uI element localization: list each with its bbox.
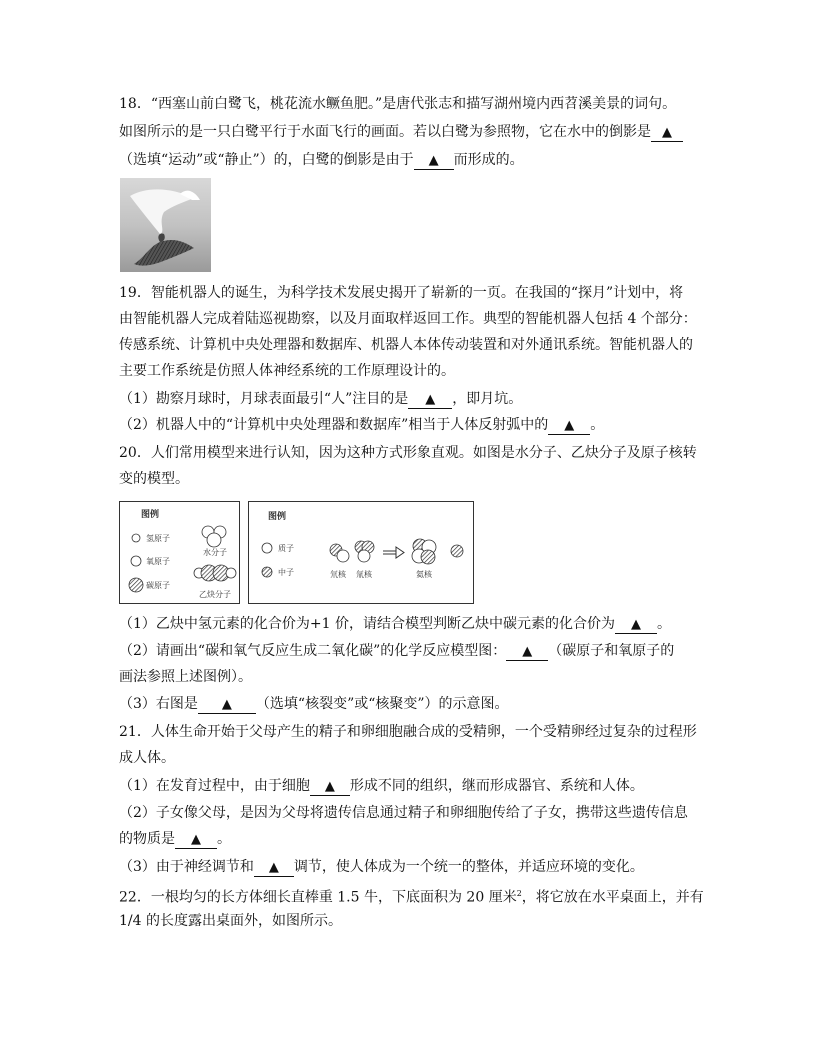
helium-label: 氦核 bbox=[416, 570, 432, 579]
q21-sub3-tail: 调节，使人体成为一个统一的整体，并适应环境的变化。 bbox=[293, 859, 644, 875]
q21-sub2-tail: 。 bbox=[217, 831, 231, 847]
legend-title-right: 图例 bbox=[268, 512, 287, 522]
q19-sub2-text: （2）机器人中的“计算机中央处理器和数据库”相当于人体反射弧中的 bbox=[119, 417, 549, 433]
legend-hydrogen: 氢原子 bbox=[146, 534, 170, 543]
free-neutron-icon bbox=[451, 545, 463, 557]
q20-sub2-tail: （碳原子和氧原子的 bbox=[548, 643, 675, 659]
legend-oxygen: 氧原子 bbox=[146, 557, 170, 566]
q18-line3 bbox=[119, 150, 524, 170]
q22-line2: 1/4 的长度露出桌面外，如图所示。 bbox=[119, 913, 342, 929]
q21-sub3 bbox=[119, 857, 644, 877]
blank-triangle: ▲ bbox=[662, 125, 672, 140]
q19-sub1-tail: ，即月坑。 bbox=[452, 391, 523, 407]
water-molecule-label: 水分子 bbox=[203, 548, 227, 557]
nuclear-reaction-figure bbox=[248, 501, 474, 604]
legend-carbon: 碳原子 bbox=[146, 581, 170, 590]
q20-sub3-tail: （选填“核裂变”或“核聚变”）的示意图。 bbox=[255, 696, 509, 712]
q19-sub2-tail: 。 bbox=[590, 417, 605, 433]
oxygen-atom-icon bbox=[131, 556, 141, 566]
q21-sub2-cont bbox=[119, 829, 231, 849]
legend-proton: 质子 bbox=[278, 544, 294, 553]
q22-superscript: 2 bbox=[516, 889, 522, 898]
q20-blank-2 bbox=[506, 643, 548, 661]
q22-line1 bbox=[119, 884, 704, 908]
blank-triangle: ▲ bbox=[324, 779, 335, 794]
blank-triangle: ▲ bbox=[191, 832, 201, 847]
q20-sub2 bbox=[119, 641, 674, 661]
q20-line2: 变的模型。 bbox=[119, 471, 189, 487]
blank-triangle: ▲ bbox=[268, 860, 279, 875]
q20-line1: 20．人们常用模型来进行认知，因为这种方式形象直观。如图是水分子、乙炔分子及原子核转 bbox=[119, 445, 697, 461]
blank-triangle: ▲ bbox=[425, 392, 436, 407]
q21-blank-2 bbox=[175, 831, 217, 849]
q20-sub1-text: （1）乙炔中氢元素的化合价为+1 价，请结合模型判断乙炔中碳元素的化合价为 bbox=[119, 616, 615, 632]
q19-blank-2 bbox=[548, 417, 590, 435]
q21-sub1-tail: 形成不同的组织，继而形成器官、系统和人体。 bbox=[349, 778, 644, 794]
q21-sub3-text: （3）由于神经调节和 bbox=[119, 859, 254, 875]
legend-neutron: 中子 bbox=[278, 568, 294, 577]
q20-sub2-text: （2）请画出“碳和氧气反应生成二氧化碳”的化学反应模型图： bbox=[119, 643, 507, 659]
q19-line2: 由智能机器人完成着陆巡视勘察，以及月面取样返回工作。典型的智能机器人包括 4 个部分： bbox=[119, 311, 697, 327]
q19-sub1-text: （1）勘察月球时，月球表面最引“人”注目的是 bbox=[119, 391, 409, 407]
q21-sub1-text: （1）在发育过程中，由于细胞 bbox=[119, 778, 310, 794]
blank-triangle: ▲ bbox=[631, 617, 641, 632]
q20-sub1 bbox=[119, 614, 671, 634]
q21-sub1 bbox=[119, 776, 644, 796]
q19-sub2 bbox=[119, 415, 604, 435]
q18-line2-text: 如图所示的是一只白鹭平行于水面飞行的画面。若以白鹭为参照物，它在水中的倒影是 bbox=[119, 124, 651, 140]
q21-blank-1 bbox=[310, 778, 350, 796]
blank-triangle: ▲ bbox=[221, 697, 232, 712]
q20-sub3-text: （3）右图是 bbox=[119, 696, 198, 712]
q20-sub2-cont: 画法参照上述图例）。 bbox=[119, 669, 252, 685]
blank-triangle: ▲ bbox=[522, 644, 533, 659]
proton-icon bbox=[262, 543, 272, 553]
q20-blank-3 bbox=[198, 696, 256, 714]
q18-line2 bbox=[119, 122, 683, 142]
helium-nucleus-model bbox=[412, 539, 436, 564]
q21-sub2-text: 的物质是 bbox=[119, 831, 175, 847]
neutron-icon bbox=[262, 567, 272, 577]
q22-line1-tail: ，将它放在水平桌面上，并有 bbox=[521, 889, 704, 906]
q20-sub3 bbox=[119, 694, 509, 714]
q19-line1: 19．智能机器人的诞生，为科学技术发展史揭开了崭新的一页。在我国的“探月”计划中，将 bbox=[119, 285, 684, 301]
q18-blank-1 bbox=[651, 124, 683, 142]
molecule-legend-figure bbox=[119, 501, 240, 604]
carbon-atom-icon bbox=[129, 578, 143, 592]
q18-line3-tail: 而形成的。 bbox=[453, 152, 524, 168]
q20-blank-1 bbox=[615, 616, 657, 634]
hydrogen-atom-icon bbox=[132, 534, 140, 542]
q20-sub1-tail: 。 bbox=[657, 616, 671, 632]
q19-sub1 bbox=[119, 389, 522, 409]
q21-line2: 成人体。 bbox=[119, 750, 175, 766]
q21-sub2: （2）子女像父母，是因为父母将遗传信息通过精子和卵细胞传给了子女，携带这些遗传信息 bbox=[119, 805, 688, 821]
acetylene-molecule-label: 乙炔分子 bbox=[199, 590, 231, 599]
egret-photo bbox=[120, 178, 211, 272]
blank-triangle: ▲ bbox=[428, 153, 439, 168]
q18-line1: 18．“西塞山前白鹭飞，桃花流水鳜鱼肥。”是唐代张志和描写湖州境内西苕溪美景的词句。 bbox=[119, 96, 677, 112]
legend-title-left: 图例 bbox=[141, 510, 160, 520]
q19-line3: 传感系统、计算机中央处理器和数据库、机器人本体传动装置和对外通讯系统。智能机器人的 bbox=[119, 337, 693, 353]
q21-line1: 21．人体生命开始于父母产生的精子和卵细胞融合成的受精卵，一个受精卵经过复杂的过程形 bbox=[119, 724, 697, 740]
q22-line1-text: 22．一根均匀的长方体细长直棒重 1.5 牛，下底面积为 20 厘米 bbox=[119, 889, 517, 906]
blank-triangle: ▲ bbox=[564, 418, 575, 433]
q18-line3-text: （选填“运动”或“静止”）的，白鹭的倒影是由于 bbox=[119, 152, 414, 168]
q21-blank-3 bbox=[254, 859, 294, 877]
tritium-label: 氚核 bbox=[356, 570, 372, 579]
q18-blank-2 bbox=[414, 152, 454, 170]
q19-line4: 主要工作系统是仿照人体神经系统的工作原理设计的。 bbox=[119, 363, 455, 379]
q19-blank-1 bbox=[408, 391, 452, 409]
deuterium-label: 氘核 bbox=[330, 570, 346, 579]
